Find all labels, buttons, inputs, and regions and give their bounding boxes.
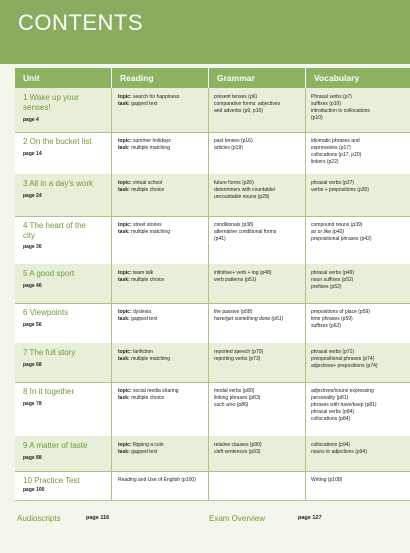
reading-value: social media sharing <box>131 388 179 394</box>
vocabulary-line: prepositional phrases (p42) <box>311 236 372 242</box>
unit-page-number: page 14 <box>23 151 42 157</box>
vocabulary-line: adjectives/nouns expressing <box>311 388 374 394</box>
vocabulary-line: suffixes (p10) <box>311 101 341 107</box>
vocabulary-line: verbs + prepositions (p30) <box>311 187 369 193</box>
reading-line <box>118 138 208 145</box>
grammar-cell <box>214 138 306 152</box>
column-divider <box>208 88 209 500</box>
grammar-cell <box>214 442 306 456</box>
grammar-line: articles (p19) <box>214 145 243 151</box>
reading-label: topic: <box>118 270 132 276</box>
grammar-line: determiners with countable/ <box>214 187 276 193</box>
reading-line <box>118 449 208 456</box>
unit-title[interactable] <box>23 308 113 318</box>
reading-line <box>118 316 208 323</box>
grammar-line: future forms (p26) <box>214 180 254 186</box>
table-row <box>15 174 410 216</box>
reading-label: topic: <box>118 94 132 100</box>
vocabulary-line: idiomatic phrases and <box>311 138 360 144</box>
grammar-line: verb patterns (p51) <box>214 277 257 283</box>
reading-label: topic: <box>118 349 132 355</box>
vocabulary-line: noun suffixes (p52) <box>311 277 354 283</box>
reading-text: Reading and Use of English (p100) <box>118 477 196 483</box>
column-header-reading: Reading <box>112 68 208 88</box>
vocabulary-line: phrasal verbs (p84) <box>311 409 355 415</box>
reading-cell <box>118 180 208 194</box>
reading-label: task: <box>118 356 130 362</box>
vocabulary-cell <box>311 94 409 122</box>
reading-line <box>118 94 208 101</box>
vocabulary-line: Writing (p108) <box>311 477 343 483</box>
table-row <box>15 88 410 132</box>
unit-title-line: 9 A matter of taste <box>23 441 88 450</box>
unit-page-number: page 100 <box>23 487 45 493</box>
reading-label: topic: <box>118 309 132 315</box>
reading-line <box>118 356 208 363</box>
unit-title[interactable] <box>23 441 113 451</box>
table-row <box>15 303 410 343</box>
reading-cell <box>118 222 208 236</box>
grammar-line: cleft sentences (p93) <box>214 449 261 455</box>
vocabulary-cell <box>311 477 409 484</box>
reading-label: topic: <box>118 138 132 144</box>
reading-value: team talk <box>131 270 154 276</box>
unit-title[interactable] <box>23 387 113 397</box>
row-divider <box>15 500 410 501</box>
reading-label: topic: <box>118 388 132 394</box>
grammar-cell <box>214 180 306 201</box>
unit-title[interactable] <box>23 93 113 112</box>
unit-title[interactable] <box>23 137 113 147</box>
grammar-line: conditionals (p38) <box>214 222 254 228</box>
grammar-line: past tenses (p16) <box>214 138 253 144</box>
unit-title[interactable] <box>23 348 113 358</box>
reading-label: topic: <box>118 442 132 448</box>
unit-page-number: page 4 <box>23 117 39 123</box>
reading-cell <box>118 94 208 108</box>
reading-line <box>118 145 208 152</box>
vocabulary-cell <box>311 309 409 330</box>
table-row <box>15 264 410 303</box>
unit-page-number: page 46 <box>23 283 42 289</box>
grammar-line: comparative forms: adjectives <box>214 101 281 107</box>
unit-title[interactable] <box>23 269 113 279</box>
reading-value: virtual school <box>131 180 163 186</box>
reading-label: task: <box>118 316 130 322</box>
column-divider <box>111 88 112 500</box>
vocabulary-line: phrasal verbs (p49) <box>311 270 355 276</box>
grammar-line: relative clauses (p90) <box>214 442 262 448</box>
vocabulary-line: introduction to collocations <box>311 108 370 114</box>
grammar-line: have/get something done (p61) <box>214 316 284 322</box>
header-band <box>0 0 410 64</box>
unit-page-number: page 88 <box>23 455 42 461</box>
unit-title-line: 10 Practice Test <box>23 476 80 485</box>
vocabulary-line: phrasal verbs (p27) <box>311 180 355 186</box>
vocabulary-line: compound nouns (p39) <box>311 222 363 228</box>
column-header-unit: Unit <box>15 68 111 88</box>
reading-value: multiple choice <box>129 395 165 401</box>
unit-title-line: 7 The full story <box>23 348 76 357</box>
vocabulary-line: expressions (p17) <box>311 145 351 151</box>
reading-line <box>118 442 208 449</box>
unit-title-line: 8 In it together <box>23 387 75 396</box>
reading-cell <box>118 477 208 484</box>
vocabulary-line: collocations (p94) <box>311 442 351 448</box>
table-row <box>15 132 410 174</box>
footer-exam-overview-page: page 127 <box>298 515 322 521</box>
contents-table <box>15 68 410 500</box>
reading-value: gapped text <box>129 101 158 107</box>
grammar-line: reporting verbs (p73) <box>214 356 261 362</box>
reading-value: multiple choice <box>129 277 165 283</box>
vocabulary-line: (p10) <box>311 115 323 121</box>
footer-audioscripts[interactable]: Audioscripts <box>17 514 61 523</box>
vocabulary-cell <box>311 138 409 166</box>
unit-title-line: 2 On the bucket list <box>23 137 92 146</box>
vocabulary-cell <box>311 222 409 243</box>
unit-title[interactable] <box>23 179 113 189</box>
grammar-cell <box>214 222 306 243</box>
reading-value: summer holidays <box>131 138 171 144</box>
grammar-line: infinitive+ verb + ing (p48) <box>214 270 272 276</box>
vocabulary-line: as or like (p42) <box>311 229 345 235</box>
reading-line <box>118 349 208 356</box>
reading-line <box>118 277 208 284</box>
reading-label: task: <box>118 101 130 107</box>
table-row <box>15 216 410 264</box>
vocabulary-cell <box>311 270 409 291</box>
reading-cell <box>118 138 208 152</box>
vocabulary-cell <box>311 349 409 370</box>
reading-line <box>118 395 208 402</box>
reading-value: street stories <box>131 222 162 228</box>
unit-title-line: senses! <box>23 102 51 112</box>
unit-title-line: 1 Wake up your <box>23 93 79 102</box>
grammar-line: linking phrases (p83) <box>214 395 261 401</box>
reading-value: multiple matching <box>129 145 170 151</box>
reading-value: gapped text <box>129 316 158 322</box>
grammar-cell <box>214 270 306 284</box>
vocabulary-cell <box>311 180 409 194</box>
grammar-line: (p41) <box>214 236 226 242</box>
vocabulary-line: linkers (p22) <box>311 159 339 165</box>
column-header-vocabulary: Vocabulary <box>306 68 410 88</box>
reading-cell <box>118 270 208 284</box>
unit-title[interactable] <box>23 476 113 486</box>
reading-value: gapped text <box>129 449 158 455</box>
column-divider <box>305 88 306 500</box>
vocabulary-line: Phrasal verbs (p7) <box>311 94 352 100</box>
reading-label: task: <box>118 145 130 151</box>
unit-title-line: 5 A good sport <box>23 269 75 278</box>
reading-value: multiple matching <box>129 229 170 235</box>
reading-label: task: <box>118 277 130 283</box>
vocabulary-line: adjectives+ prepositions (p74) <box>311 363 378 369</box>
reading-label: task: <box>118 187 130 193</box>
vocabulary-line: preopositional phrases (p74) <box>311 356 375 362</box>
unit-page-number: page 36 <box>23 244 42 250</box>
footer-audioscripts-page: page 116 <box>86 515 110 521</box>
reading-line <box>118 309 208 316</box>
grammar-line: such a/so (p86) <box>214 402 249 408</box>
unit-page-number: page 24 <box>23 193 42 199</box>
reading-line <box>118 101 208 108</box>
grammar-cell <box>214 309 306 323</box>
reading-cell <box>118 442 208 456</box>
unit-title-line: 4 The heart of the <box>23 221 87 230</box>
reading-line <box>118 270 208 277</box>
reading-label: task: <box>118 395 130 401</box>
vocabulary-cell <box>311 388 409 423</box>
vocabulary-line: collocations (p17, p20) <box>311 152 362 158</box>
unit-page-number: page 56 <box>23 322 42 328</box>
vocabulary-line: time phrases (p59) <box>311 316 353 322</box>
grammar-cell <box>214 388 306 409</box>
unit-page-number: page 78 <box>23 401 42 407</box>
reading-value: search for happiness <box>131 94 180 100</box>
reading-label: task: <box>118 449 130 455</box>
reading-label: topic: <box>118 222 132 228</box>
reading-cell <box>118 349 208 363</box>
grammar-line: uncountable nouns (p29) <box>214 194 270 200</box>
vocabulary-line: suffixes (p62) <box>311 323 341 329</box>
vocabulary-line: phrases with have/keep (p81) <box>311 402 377 408</box>
unit-title-line: 6 Viewpoints <box>23 308 69 317</box>
grammar-cell <box>214 349 306 363</box>
reading-value: flipping a coin <box>131 442 164 448</box>
reading-line <box>118 187 208 194</box>
table-row <box>15 436 410 471</box>
reading-value: multiple matching <box>129 356 170 362</box>
table-row <box>15 382 410 436</box>
unit-title[interactable] <box>23 221 113 240</box>
vocabulary-cell <box>311 442 409 456</box>
page-title: CONTENTS <box>18 10 143 35</box>
grammar-line: present tenses (p6) <box>214 94 258 100</box>
vocabulary-line: collocations (p84) <box>311 416 351 422</box>
reading-line <box>118 180 208 187</box>
table-row <box>15 471 410 500</box>
column-header-grammar: Grammar <box>209 68 305 88</box>
grammar-line: reported speech (p70) <box>214 349 264 355</box>
reading-label: task: <box>118 229 130 235</box>
grammar-line: alternative conditional forms <box>214 229 277 235</box>
vocabulary-line: phrasal verbs (p71) <box>311 349 355 355</box>
reading-line <box>118 388 208 395</box>
vocabulary-line: prefixes (p52) <box>311 284 342 290</box>
unit-title-line: city <box>23 230 35 240</box>
footer-exam-overview[interactable]: Exam Overview <box>209 514 266 523</box>
table-row <box>15 343 410 382</box>
grammar-cell <box>214 94 306 115</box>
reading-value: multiple choice <box>129 187 165 193</box>
reading-line <box>118 222 208 229</box>
unit-title-line: 3 All in a day's work <box>23 179 94 188</box>
reading-line <box>118 229 208 236</box>
unit-page-number: page 68 <box>23 362 42 368</box>
reading-cell <box>118 309 208 323</box>
grammar-line: and adverbs (p9, p10) <box>214 108 263 114</box>
vocabulary-line: personality (p81) <box>311 395 349 401</box>
reading-cell <box>118 388 208 402</box>
grammar-line: modal verbs (p80) <box>214 388 255 394</box>
grammar-line: the passive (p58) <box>214 309 253 315</box>
reading-value: dyslexia <box>131 309 152 315</box>
reading-label: topic: <box>118 180 132 186</box>
vocabulary-line: nouns to adjectives (p94) <box>311 449 367 455</box>
reading-value: fanfiction <box>131 349 154 355</box>
vocabulary-line: prepositions of place (p59) <box>311 309 370 315</box>
